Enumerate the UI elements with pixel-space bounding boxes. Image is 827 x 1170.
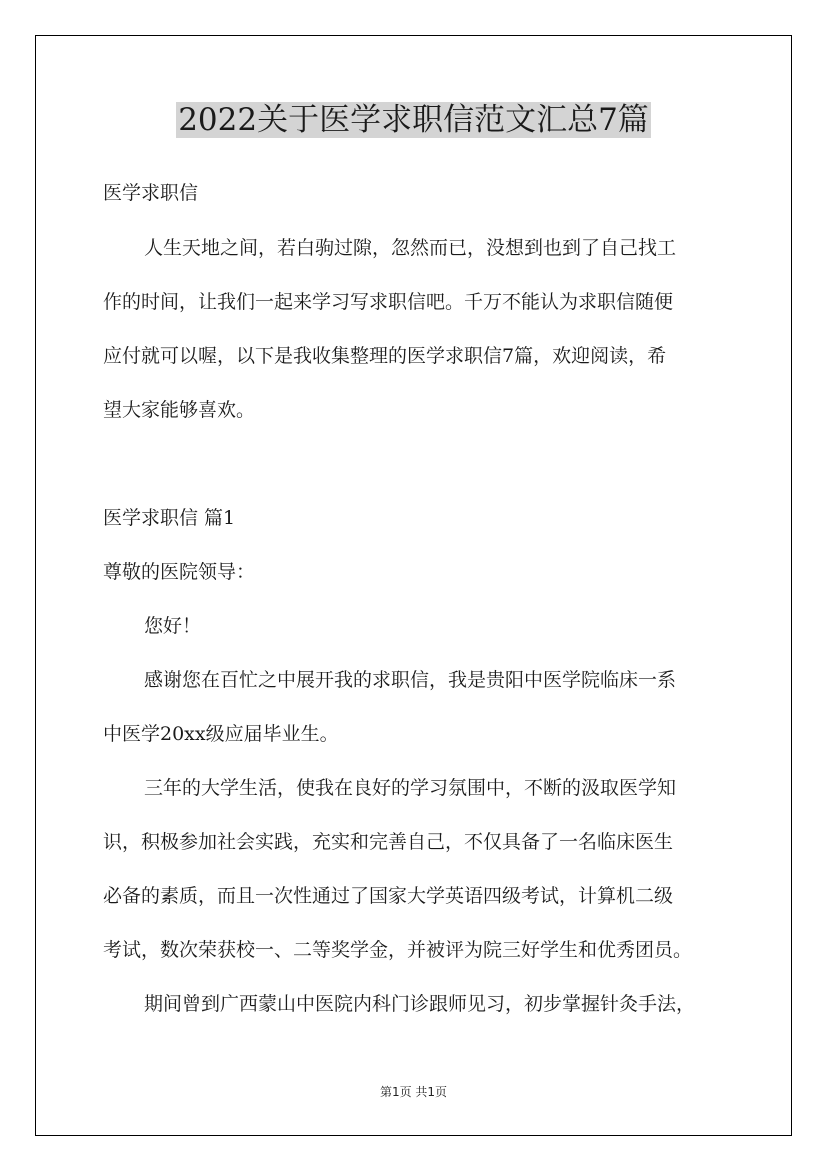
page-footer: 第1页 共1页 xyxy=(379,1085,448,1099)
intro-line-2: 作的时间，让我们一起来学习写求职信吧。千万不能认为求职信随便 xyxy=(103,291,674,313)
body-line-5: 必备的素质，而且一次性通过了国家大学英语四级考试，计算机二级 xyxy=(103,885,674,907)
intro-line-1: 人生天地之间，若白驹过隙，忽然而已，没想到也到了自己找工 xyxy=(144,237,677,259)
greeting: 您好！ xyxy=(144,615,202,637)
letter-heading: 医学求职信 篇1 xyxy=(103,507,236,529)
salutation: 尊敬的医院领导： xyxy=(103,561,256,583)
body-line-7: 期间曾到广西蒙山中医院内科门诊跟师见习，初步掌握针灸手法， xyxy=(144,993,696,1015)
document-title xyxy=(0,100,827,140)
intro-line-3: 应付就可以喔，以下是我收集整理的医学求职信7篇，欢迎阅读，希 xyxy=(103,345,667,367)
section-heading: 医学求职信 xyxy=(103,182,199,204)
body-line-1: 感谢您在百忙之中展开我的求职信，我是贵阳中医学院临床一系 xyxy=(144,669,677,691)
body-line-6: 考试，数次荣获校一、二等奖学金，并被评为院三好学生和优秀团员。 xyxy=(103,939,693,961)
intro-line-4: 望大家能够喜欢。 xyxy=(103,399,256,421)
body-line-4: 识，积极参加社会实践，充实和完善自己，不仅具备了一名临床医生 xyxy=(103,831,674,853)
document-title-text: 2022关于医学求职信范文汇总7篇 xyxy=(178,102,649,138)
body-line-2: 中医学20xx级应届毕业生。 xyxy=(103,723,339,745)
body-line-3: 三年的大学生活，使我在良好的学习氛围中，不断的汲取医学知 xyxy=(144,777,677,799)
